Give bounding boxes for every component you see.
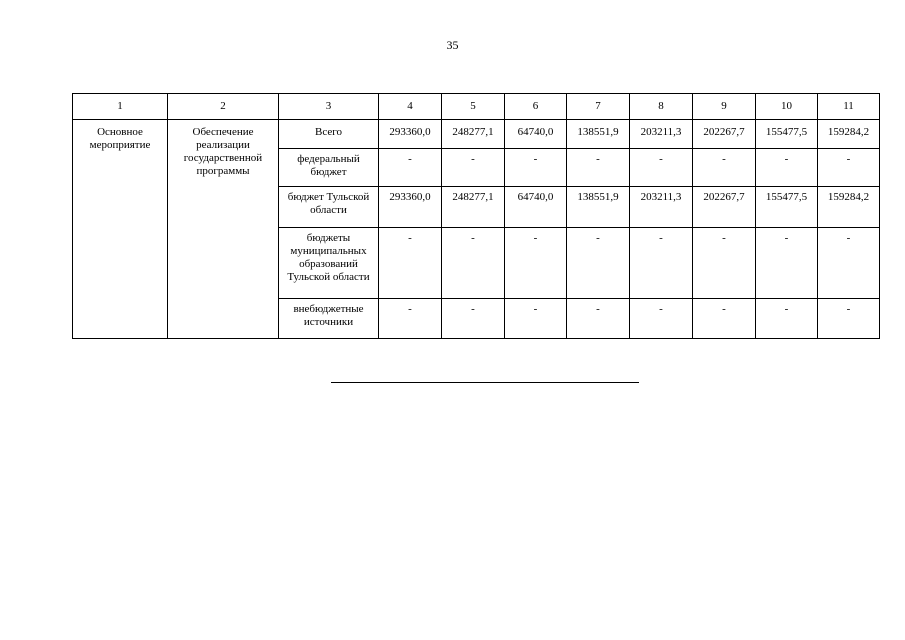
value-cell: - <box>756 299 818 339</box>
page-number: 35 <box>446 38 459 52</box>
value-cell: - <box>756 149 818 187</box>
value-cell: - <box>567 228 630 299</box>
header-cell: 1 <box>73 94 168 120</box>
value-cell: - <box>693 149 756 187</box>
header-cell: 5 <box>442 94 505 120</box>
value-cell: 138551,9 <box>567 120 630 149</box>
value-cell: - <box>442 149 505 187</box>
header-cell: 7 <box>567 94 630 120</box>
funding-source-cell: федеральный бюджет <box>279 149 379 187</box>
value-cell: 64740,0 <box>505 120 567 149</box>
funding-source-cell: внебюджетные источники <box>279 299 379 339</box>
header-cell: 6 <box>505 94 567 120</box>
value-cell: - <box>442 228 505 299</box>
value-cell: - <box>630 299 693 339</box>
budget-table <box>72 93 880 339</box>
value-cell: 155477,5 <box>756 187 818 228</box>
value-cell: - <box>505 228 567 299</box>
value-cell: 138551,9 <box>567 187 630 228</box>
activity-type-cell: Основное мероприятие <box>73 120 168 339</box>
value-cell: 203211,3 <box>630 120 693 149</box>
value-cell: 155477,5 <box>756 120 818 149</box>
value-cell: 248277,1 <box>442 120 505 149</box>
value-cell: 248277,1 <box>442 187 505 228</box>
value-cell: - <box>379 299 442 339</box>
value-cell: 64740,0 <box>505 187 567 228</box>
value-cell: 203211,3 <box>630 187 693 228</box>
header-cell: 3 <box>279 94 379 120</box>
value-cell: - <box>818 149 880 187</box>
table-row <box>73 120 880 149</box>
value-cell: 202267,7 <box>693 187 756 228</box>
value-cell: 159284,2 <box>818 120 880 149</box>
header-cell: 10 <box>756 94 818 120</box>
value-cell: 159284,2 <box>818 187 880 228</box>
funding-source-cell: Всего <box>279 120 379 149</box>
value-cell: - <box>630 149 693 187</box>
header-cell: 2 <box>168 94 279 120</box>
value-cell: - <box>630 228 693 299</box>
table-header-row <box>73 94 880 120</box>
header-cell: 8 <box>630 94 693 120</box>
value-cell: - <box>442 299 505 339</box>
funding-source-cell: бюджет Тульской области <box>279 187 379 228</box>
value-cell: - <box>818 228 880 299</box>
header-cell: 9 <box>693 94 756 120</box>
value-cell: 293360,0 <box>379 187 442 228</box>
footer-divider <box>331 382 639 383</box>
value-cell: - <box>693 299 756 339</box>
value-cell: 293360,0 <box>379 120 442 149</box>
value-cell: - <box>567 299 630 339</box>
value-cell: 202267,7 <box>693 120 756 149</box>
value-cell: - <box>567 149 630 187</box>
header-cell: 4 <box>379 94 442 120</box>
activity-name-cell: Обеспечение реализации государственной программы <box>168 120 279 339</box>
value-cell: - <box>379 149 442 187</box>
value-cell: - <box>756 228 818 299</box>
value-cell: - <box>693 228 756 299</box>
value-cell: - <box>505 149 567 187</box>
value-cell: - <box>505 299 567 339</box>
header-cell: 11 <box>818 94 880 120</box>
value-cell: - <box>818 299 880 339</box>
funding-source-cell: бюджеты муниципальных образований Тульской области <box>279 228 379 299</box>
value-cell: - <box>379 228 442 299</box>
